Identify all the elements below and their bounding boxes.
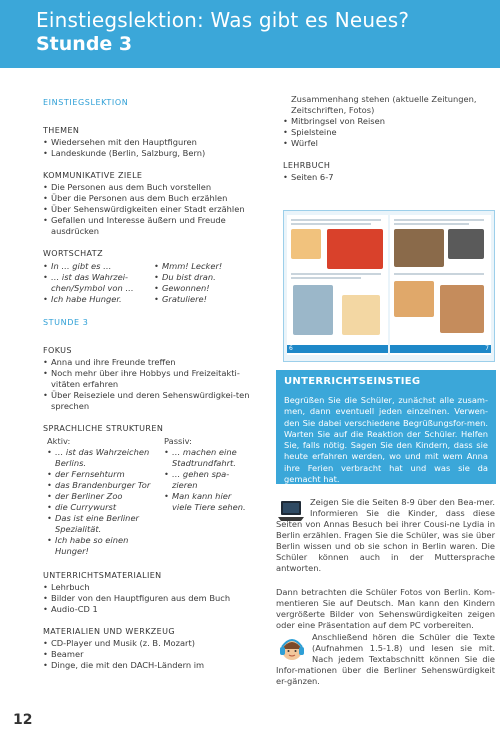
list-item: • Die Personen aus dem Buch vorstellen [43,182,253,193]
fokus-list [43,357,253,412]
materialien-list [43,582,253,615]
werkzeug-heading: MATERIALIEN UND WERKZEUG [43,627,175,636]
passiv-list [164,447,252,513]
left-column [43,98,253,671]
lehrbuch-heading: LEHRBUCH [283,161,331,170]
list-item: • das Brandenburger Tor [47,480,160,491]
food-photo [394,281,434,317]
wortschatz-block [43,249,253,305]
page-number-bar [390,345,491,353]
werkzeug-list [43,638,253,671]
list-item: • Lehrbuch [43,582,253,593]
box-title: UNTERRICHTSEINSTIEG [284,376,421,387]
list-item: • … gehen spa-zieren [164,469,252,491]
list-item: • Man kann hier viele Tiere sehen. [164,491,252,513]
list-item: • Du bist dran. [154,272,253,283]
list-item: • In … gibt es … [43,261,146,272]
list-item: • Beamer [43,649,253,660]
list-item: • Audio-CD 1 [43,604,253,615]
panda-photo [448,229,484,259]
paragraph-texte-text: Anschließend hören die Schüler die Texte (Aufnahmen 1.5-1.8) und lesen sie mit. Nach jedem Textabschnitt können Sie die Infor-mationen über die Berliner Sehenswürdigkeit er-gänzen. [276,632,495,686]
list-item: • Über Sehenswürdigkeiten einer Stadt erzählen [43,204,253,215]
lesson-subtitle: Stunde 3 [36,33,133,55]
ziele-block [43,171,253,237]
page-number-footer: 12 [13,712,33,728]
lehrbuch-list [283,172,493,183]
list-item: • Anna und ihre Freunde treffen [43,357,253,368]
list-item: • der Fernsehturm [47,469,160,480]
continued-text: Zusammenhang stehen (aktuelle Zeitungen, Zeitschriften, Fotos) [291,94,477,115]
list-item: • … ist das Wahrzeichen Berlins. [47,447,160,469]
ziele-list [43,182,253,237]
section-einstiegslektion: EINSTIEGSLEKTION [43,98,129,107]
unterrichtseinstieg-box [276,370,496,484]
list-item: • Gratuliere! [154,294,253,305]
aktiv-label: Aktiv: [47,436,71,446]
fokus-block [43,346,253,412]
section-stunde-3: STUNDE 3 [43,318,89,327]
lesson-title: Einstiegslektion: Was gibt es Neues? [36,8,410,32]
list-item: • Gewonnen! [154,283,253,294]
aktiv-list [43,447,160,557]
character-illustration [342,295,380,335]
themen-list [43,137,253,159]
aktiv-column [43,436,160,557]
list-item: • … machen eine Stadtrundfahrt. [164,447,252,469]
werkzeug-block [43,627,253,671]
list-item: • Spielsteine [283,127,493,138]
bus-photo [327,229,383,269]
page-number: 6 [289,345,293,352]
list-item: • Bilder von den Hauptfiguren aus dem Buch [43,593,253,604]
list-item: • Mitbringsel von Reisen [283,116,493,127]
paragraph-fotos: Dann betrachten die Schüler Fotos von Berlin. Kom-mentieren Sie auf Deutsch. Man kann den Kindern vergrößerte Bilder von Sehenswürdigkeiten zeigen oder eine Präsentation auf dem PC vorbereiten. [276,587,495,630]
textbook-page-left [287,215,388,355]
strukturen-columns [43,436,253,557]
tv-tower-photo [293,285,333,335]
textbook-pages-thumbnail [283,210,495,362]
list-item: • Über die Personen aus dem Buch erzählen [43,193,253,204]
list-item: • der Berliner Zoo [47,491,160,502]
materialien-block [43,571,253,615]
page-number-bar [287,345,388,353]
textbook-page-right [390,215,491,355]
wortschatz-col2 [154,261,253,305]
lehrbuch-block [283,161,493,183]
church-photo [440,285,484,333]
list-item: • Ich habe Hunger. [43,294,146,305]
wortschatz-heading: WORTSCHATZ [43,249,103,258]
lesson-header [0,0,500,68]
right-column [283,94,493,183]
character-illustration [291,229,321,259]
passiv-column [164,436,252,557]
list-item: • die Currywurst [47,502,160,513]
list-item: • Noch mehr über ihre Hobbys und Freizeitakti-vitäten erfahren [43,368,253,390]
list-item: • Würfel [283,138,493,149]
list-item: • Ich habe so einen Hunger! [47,535,160,557]
list-item: • Das ist eine Berliner Spezialität. [47,513,160,535]
list-item: • Gefallen und Interesse äußern und Freude ausdrücken [43,215,253,237]
box-body: Begrüßen Sie die Schüler, zunächst alle zusam-men, dann eventuell jeden einzelnen. Verwen-den Sie dabei verschiedene Begrüßungsfor-men. Warten Sie auf die Reaktion der Schüler. Helfen Sie, falls nötig. Sagen Sie den Kindern, dass sie heute erfahren werden, wo und mit wem Anna ihre Ferien verbracht hat und was sie da gemacht hat. [284,395,488,485]
page-number: 7 [485,345,489,352]
fokus-heading: FOKUS [43,346,72,355]
strukturen-heading: SPRACHLICHE STRUKTUREN [43,424,164,433]
list-item: • Mmm! Lecker! [154,261,253,272]
paragraph-texte [276,632,495,687]
list-item: • Über Reiseziele und deren Sehenswürdigkei-ten sprechen [43,390,253,412]
wortschatz-columns [43,261,253,305]
gate-photo [394,229,444,267]
list-item: • Dinge, die mit den DACH-Ländern im [43,660,253,671]
materialien-heading: UNTERRICHTSMATERIALIEN [43,571,162,580]
paragraph-beamer [276,497,495,574]
passiv-label: Passiv: [164,436,192,446]
paragraph-beamer-text: Zeigen Sie die Seiten 8-9 über den Bea-mer. Informieren Sie die Kinder, dass diese Seiten von Annas Besuch bei ihrer Cousi-ne Lydia in Berlin erzählen. Fragen Sie die Schüler, was sie über Berlin wissen und ob sie schon in Berlin waren. Die Schüler können auch in der Muttersprache antworten. [276,497,495,573]
list-item: • Wiedersehen mit den Hauptfiguren [43,137,253,148]
wortschatz-col1 [43,261,146,305]
ziele-heading: KOMMUNIKATIVE ZIELE [43,171,143,180]
themen-block [43,126,253,159]
list-item: • Landeskunde (Berlin, Salzburg, Bern) [43,148,253,159]
list-item: • Seiten 6-7 [283,172,493,183]
list-item: • CD-Player und Musik (z. B. Mozart) [43,638,253,649]
themen-heading: THEMEN [43,126,80,135]
continued-list [283,116,493,149]
list-item: • … ist das Wahrzei-chen/Symbol von … [43,272,146,294]
strukturen-block [43,424,253,557]
